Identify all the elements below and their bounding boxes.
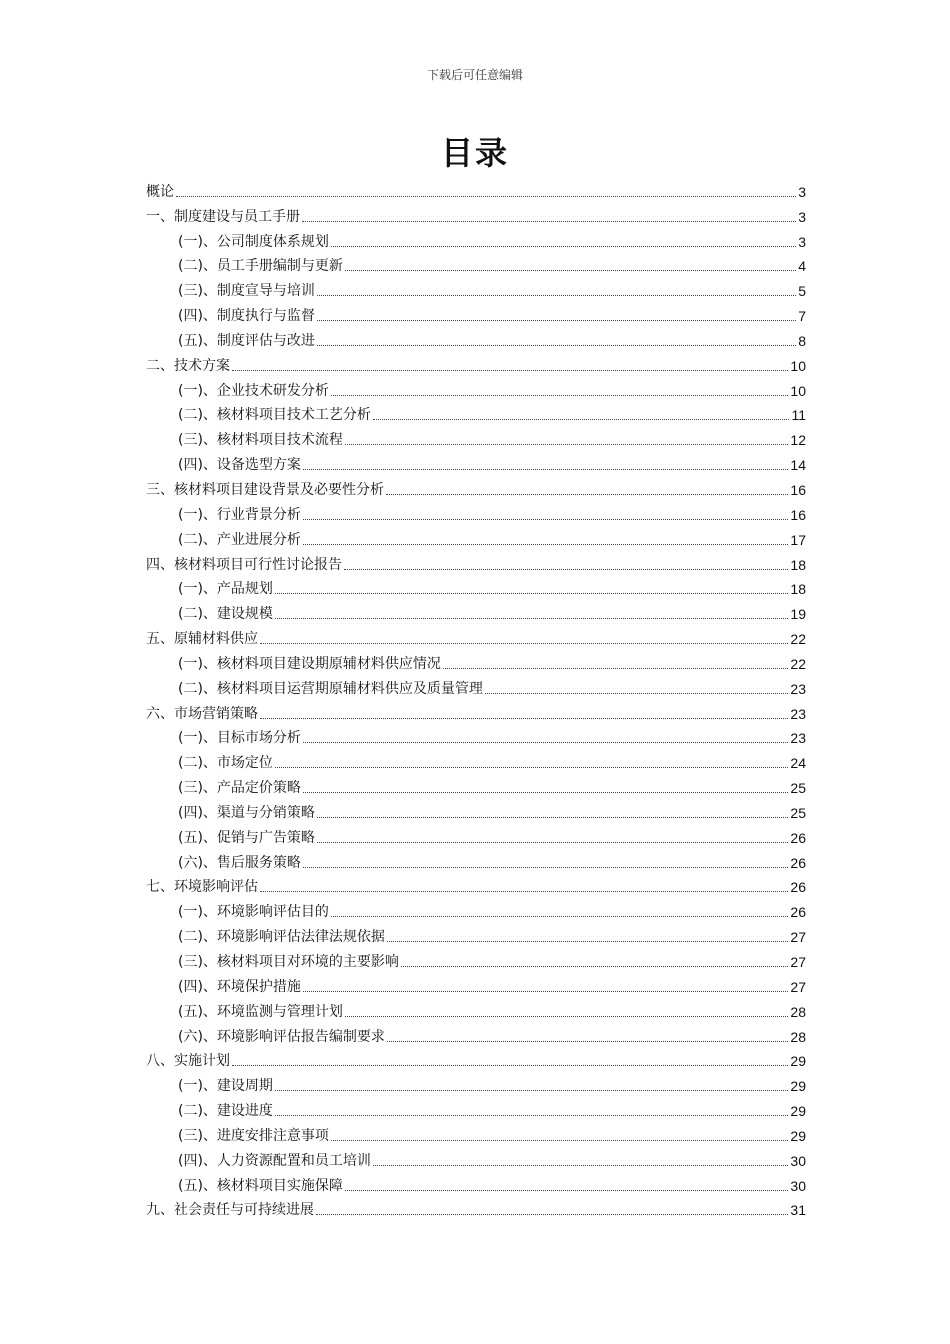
toc-entry[interactable] [146,872,806,897]
toc-entry-page: 18 [790,581,806,598]
toc-entry-page: 22 [790,631,806,648]
toc-entry-label: (二)、产业进展分析 [178,531,301,548]
toc-entry-page: 25 [790,804,806,821]
toc-entry-label: 六、市场营销策略 [146,705,258,722]
toc-entry-label: (五)、环境监测与管理计划 [178,1003,343,1020]
toc-entry-page: 26 [790,829,806,846]
toc-entry-label: (一)、建设周期 [178,1078,273,1095]
toc-entry-page: 5 [798,283,806,300]
toc-entry[interactable] [146,1170,806,1195]
toc-entry[interactable] [146,723,806,748]
toc-entry[interactable] [146,896,806,921]
toc-entry-page: 26 [790,904,806,921]
toc-entry-page: 3 [798,208,806,225]
toc-entry-label: (一)、企业技术研发分析 [178,382,329,399]
toc-entry[interactable] [146,1095,806,1120]
toc-entry-page: 12 [790,432,806,449]
toc-entry-page: 3 [798,183,806,200]
toc-entry-label: (二)、核材料项目运营期原辅材料供应及质量管理 [178,680,483,697]
toc-leader-dots [401,966,788,967]
toc-leader-dots [331,395,788,396]
toc-leader-dots [232,1065,788,1066]
toc-entry-page: 23 [790,680,806,697]
toc-entry-label: 概论 [146,183,174,200]
toc-entry[interactable] [146,598,806,623]
toc-entry-page: 28 [790,1028,806,1045]
toc-entry-label: (二)、员工手册编制与更新 [178,258,343,275]
toc-leader-dots [303,991,788,992]
toc-leader-dots [344,569,788,570]
toc-entry[interactable] [146,424,806,449]
toc-entry-page: 27 [790,954,806,970]
toc-entry[interactable] [146,275,806,300]
toc-entry-label: 五、原辅材料供应 [146,631,258,648]
toc-entry[interactable] [146,176,806,201]
toc-entry[interactable] [146,300,806,325]
toc-entry[interactable] [146,1046,806,1071]
toc-entry[interactable] [146,400,806,425]
toc-entry[interactable] [146,524,806,549]
toc-entry-label: (六)、环境影响评估报告编制要求 [178,1028,385,1045]
toc-leader-dots [303,544,788,545]
toc-entry-label: (四)、制度执行与监督 [178,308,315,325]
toc-entry[interactable] [146,574,806,599]
toc-leader-dots [303,469,788,470]
toc-entry-label: (一)、核材料项目建设期原辅材料供应情况 [178,655,441,672]
toc-leader-dots [345,270,796,271]
toc-entry-label: (三)、进度安排注意事项 [178,1127,329,1144]
toc-entry-label: (一)、产品规划 [178,581,273,598]
toc-entry-page: 27 [790,978,806,995]
toc-entry-label: 三、核材料项目建设背景及必要性分析 [146,481,384,498]
toc-entry-page: 10 [790,357,806,374]
toc-entry-label: (二)、环境影响评估法律法规依据 [178,929,385,946]
toc-leader-dots [275,1115,788,1116]
toc-entry-label: (二)、建设进度 [178,1103,273,1120]
toc-leader-dots [317,295,796,296]
toc-entry[interactable] [146,251,806,276]
toc-entry-page: 29 [790,1053,806,1070]
toc-entry[interactable] [146,623,806,648]
toc-leader-dots [260,718,788,719]
toc-entry[interactable] [146,698,806,723]
toc-entry[interactable] [146,971,806,996]
toc-entry-label: (四)、环境保护措施 [178,978,301,995]
toc-leader-dots [331,916,788,917]
toc-entry-page: 3 [798,233,806,250]
toc-entry-label: 二、技术方案 [146,357,230,374]
toc-entry[interactable] [146,847,806,872]
toc-entry[interactable] [146,673,806,698]
toc-leader-dots [373,419,790,420]
toc-entry-label: (二)、核材料项目技术工艺分析 [178,407,371,424]
toc-entry[interactable] [146,1145,806,1170]
toc-entry[interactable] [146,1021,806,1046]
toc-entry-page: 16 [790,506,806,523]
toc-leader-dots [317,817,788,818]
toc-entry-page: 30 [790,1152,806,1169]
toc-entry[interactable] [146,226,806,251]
toc-entry-page: 28 [790,1003,806,1020]
toc-entry-page: 19 [790,606,806,623]
toc-entry-page: 29 [790,1078,806,1095]
toc-entry[interactable] [146,921,806,946]
toc-entry-page: 30 [790,1177,806,1194]
toc-entry-label: (一)、环境影响评估目的 [178,904,329,921]
toc-entry-page: 26 [790,854,806,871]
page-title: 目录 [440,134,509,172]
table-of-contents [146,176,806,1219]
toc-entry-page: 7 [798,308,806,325]
toc-entry-page: 8 [798,332,806,349]
toc-entry[interactable] [146,201,806,226]
toc-entry-page: 23 [790,730,806,747]
toc-leader-dots [303,519,788,520]
toc-entry[interactable] [146,549,806,574]
toc-entry[interactable] [146,1195,806,1220]
toc-entry-page: 25 [790,780,806,797]
toc-entry-label: 九、社会责任与可持续进展 [146,1202,314,1219]
toc-entry-page: 4 [798,258,806,275]
toc-entry[interactable] [146,648,806,673]
toc-entry[interactable] [146,1120,806,1145]
toc-entry-label: (二)、建设规模 [178,606,273,623]
toc-entry-label: (三)、产品定价策略 [178,780,301,797]
toc-leader-dots [303,867,788,868]
toc-entry-label: (四)、人力资源配置和员工培训 [178,1152,371,1169]
toc-leader-dots [345,1016,788,1017]
toc-leader-dots [387,941,788,942]
toc-leader-dots [331,246,796,247]
toc-entry-label: (五)、制度评估与改进 [178,332,315,349]
toc-entry-page: 16 [790,481,806,498]
toc-entry-label: (五)、核材料项目实施保障 [178,1177,343,1194]
toc-leader-dots [331,1140,788,1141]
toc-entry[interactable] [146,474,806,499]
toc-entry-label: 八、实施计划 [146,1053,230,1070]
toc-entry-label: (二)、市场定位 [178,755,273,772]
toc-entry[interactable] [146,797,806,822]
toc-entry-page: 17 [790,531,806,548]
toc-leader-dots [345,444,788,445]
toc-leader-dots [373,1165,788,1166]
toc-entry-page: 11 [791,407,806,424]
toc-entry-page: 10 [790,382,806,399]
header-note: 下载后可任意编辑 [426,68,523,82]
toc-leader-dots [317,320,796,321]
toc-entry-label: (六)、售后服务策略 [178,854,301,871]
toc-entry-page: 29 [790,1103,806,1120]
toc-entry[interactable] [146,350,806,375]
toc-leader-dots [316,1214,788,1215]
toc-entry-label: 四、核材料项目可行性讨论报告 [146,556,342,573]
toc-entry-page: 27 [790,929,806,946]
toc-entry-label: (四)、渠道与分销策略 [178,804,315,821]
toc-leader-dots [317,345,796,346]
toc-leader-dots [275,1090,788,1091]
toc-leader-dots [232,370,788,371]
toc-leader-dots [443,668,788,669]
toc-leader-dots [386,494,788,495]
toc-leader-dots [302,221,796,222]
toc-entry-page: 18 [790,556,806,573]
toc-entry[interactable] [146,325,806,350]
toc-entry-page: 22 [790,655,806,672]
toc-entry-page: 23 [790,705,806,722]
toc-leader-dots [303,792,788,793]
toc-entry-label: (五)、促销与广告策略 [178,829,315,846]
toc-entry[interactable] [146,499,806,524]
toc-leader-dots [303,742,788,743]
toc-entry-page: 31 [790,1202,806,1219]
toc-entry[interactable] [146,772,806,797]
toc-leader-dots [485,693,788,694]
toc-entry-label: 一、制度建设与员工手册 [146,208,300,225]
toc-entry[interactable] [146,375,806,400]
toc-leader-dots [345,1190,788,1191]
toc-leader-dots [387,1041,788,1042]
toc-entry-page: 14 [790,457,806,474]
toc-leader-dots [260,891,788,892]
toc-entry-label: (三)、核材料项目技术流程 [178,432,343,449]
toc-leader-dots [176,196,796,197]
toc-entry[interactable] [146,747,806,772]
toc-entry-page: 29 [790,1127,806,1144]
toc-entry-label: (三)、制度宣导与培训 [178,283,315,300]
toc-leader-dots [275,593,788,594]
toc-entry-label: 七、环境影响评估 [146,879,258,896]
toc-entry-label: (一)、公司制度体系规划 [178,233,329,250]
toc-leader-dots [275,767,788,768]
toc-leader-dots [260,643,788,644]
toc-entry-label: (一)、行业背景分析 [178,506,301,523]
toc-entry[interactable] [146,822,806,847]
toc-leader-dots [275,618,788,619]
toc-entry-label: (四)、设备选型方案 [178,457,301,474]
toc-entry-page: 24 [790,755,806,772]
toc-leader-dots [317,842,788,843]
toc-entry[interactable] [146,996,806,1021]
toc-entry-label: (三)、核材料项目对环境的主要影响 [178,954,399,970]
toc-entry-page: 26 [790,879,806,896]
toc-entry[interactable] [146,946,806,971]
toc-entry[interactable] [146,1070,806,1095]
toc-entry-label: (一)、目标市场分析 [178,730,301,747]
toc-entry[interactable] [146,449,806,474]
